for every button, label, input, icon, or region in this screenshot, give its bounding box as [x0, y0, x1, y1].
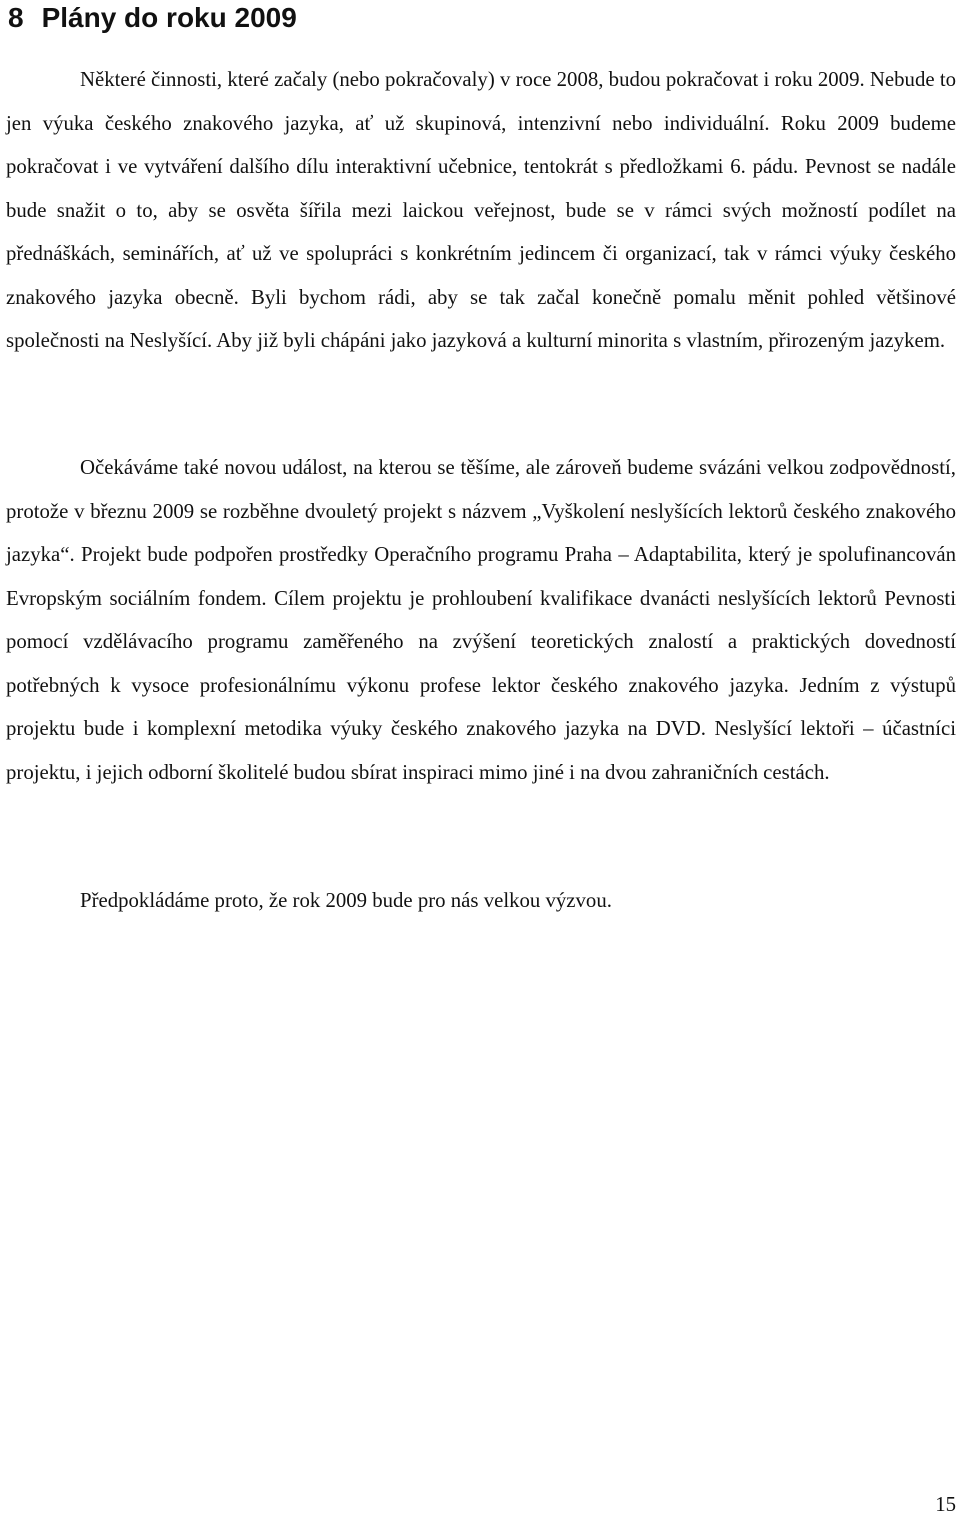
paragraph-3: Předpokládáme proto, že rok 2009 bude pro nás velkou výzvou. — [80, 889, 612, 912]
chapter-number: 8 — [8, 2, 24, 33]
chapter-title: Plány do roku 2009 — [41, 2, 297, 33]
chapter-heading — [8, 0, 297, 36]
page-number: 15 — [935, 1493, 956, 1516]
paragraph-2: Očekáváme také novou událost, na kterou se těšíme, ale zároveň budeme svázáni velkou zodpovědností, protože v březnu 2009 se rozběhne dvouletý projekt s názvem „Vyškolení neslyšících lektorů českého znakového jazyka“. Projekt bude podpořen prostředky Operačního programu Praha – Adaptabilita, který je spolufinancován Evropským sociálním fondem. Cílem projektu je prohloubení kvalifikace dvanácti neslyšících lektorů Pevnosti pomocí vzdělávacího programu zaměřeného na zvýšení teoretických znalostí a praktických dovedností potřebných k vysoce profesionálnímu výkonu profese lektor českého znakového jazyka. Jedním z výstupů projektu bude i komplexní metodika výuky českého znakového jazyka na DVD. Neslyšící lektoři – účastníci projektu, i jejich odborní školitelé budou sbírat inspiraci mimo jiné i na dvou zahraničních cestách. — [6, 456, 956, 784]
paragraph-1: Některé činnosti, které začaly (nebo pokračovaly) v roce 2008, budou pokračovat i roku 2009. Nebude to jen výuka českého znakového jazyka, ať už skupinová, intenzivní nebo individuální. Roku 2009 budeme pokračovat i ve vytváření dalšího dílu interaktivní učebnice, tentokrát s předložkami 6. pádu. Pevnost se nadále bude snažit o to, aby se osvěta šířila mezi laickou veřejnost, bude se v rámci svých možností podílet na přednáškách, seminářích, ať už ve spolupráci s konkrétním jedincem či organizací, tak v rámci výuky českého znakového jazyka obecně. Byli bychom rádi, aby se tak začal konečně pomalu měnit pohled většinové společnosti na Neslyšící. Aby již byli chápáni jako jazyková a kulturní minorita s vlastním, přirozeným jazykem. — [6, 68, 956, 352]
